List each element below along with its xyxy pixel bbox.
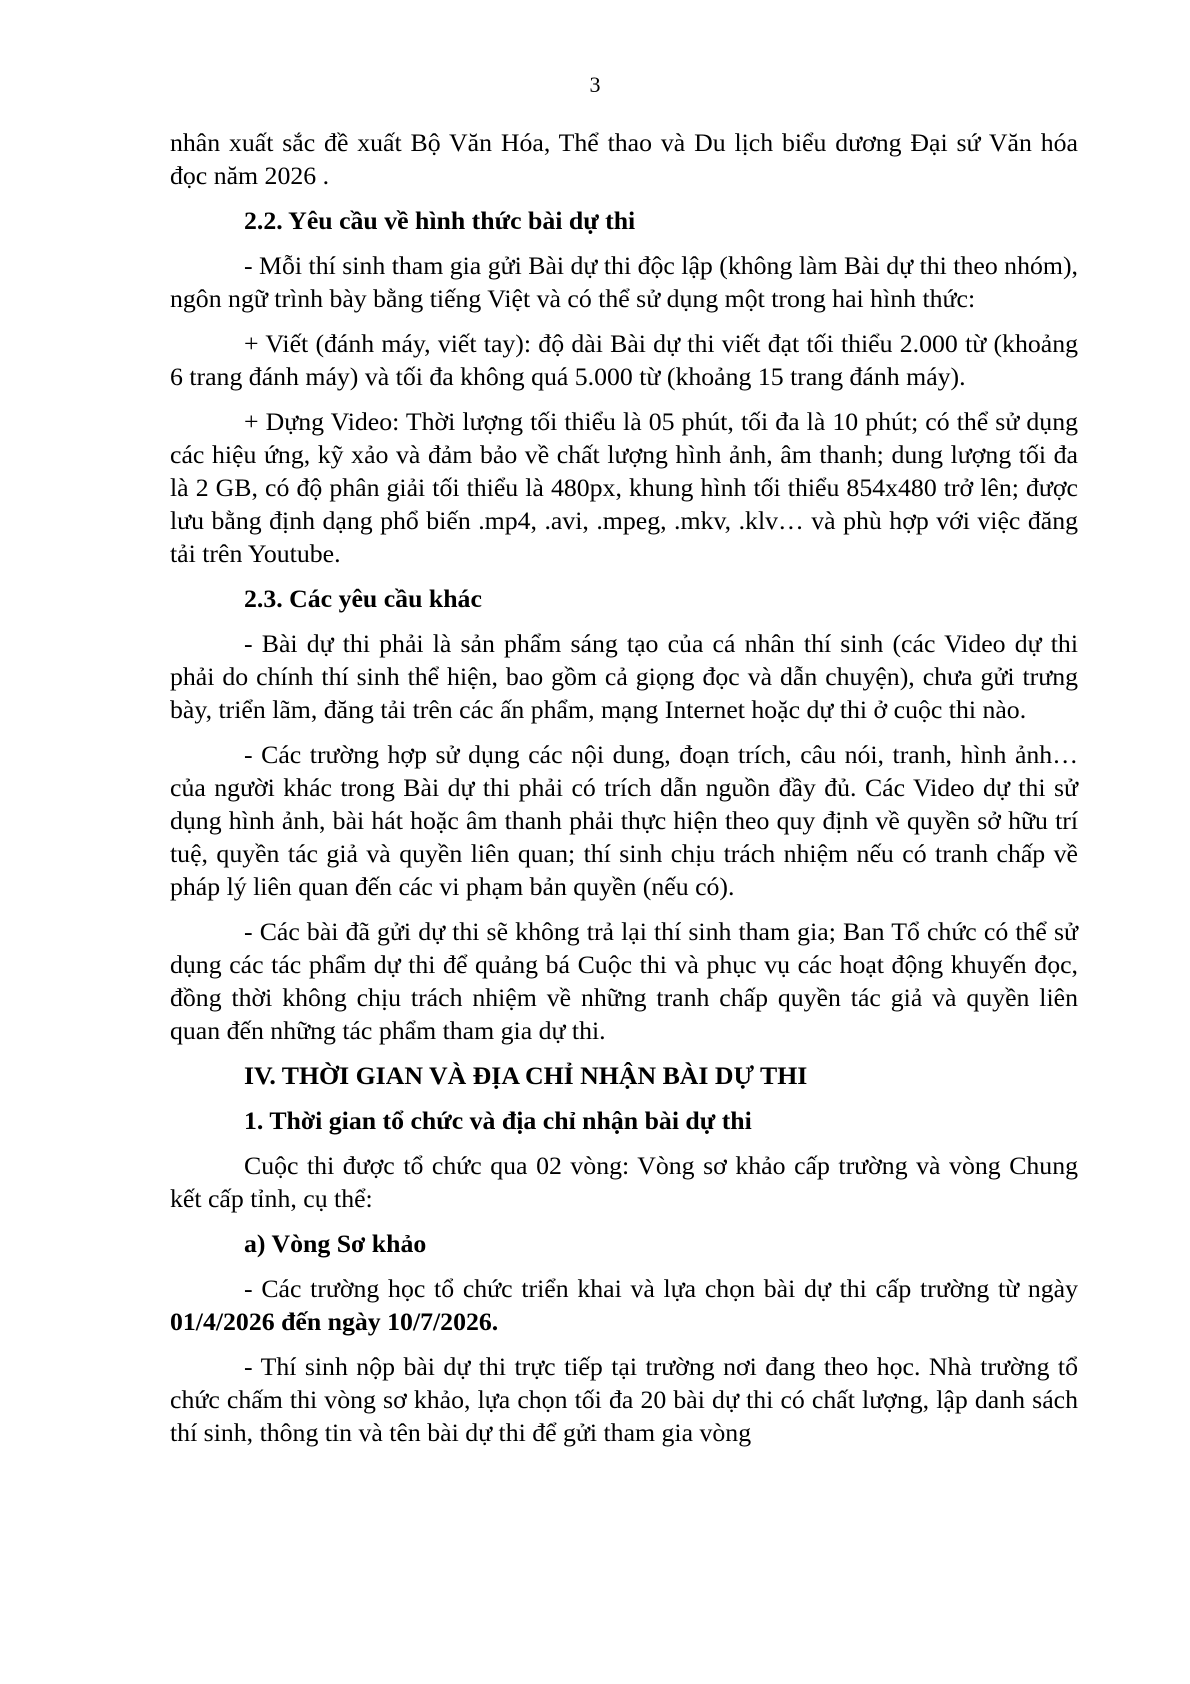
document-body xyxy=(170,126,1078,1461)
section-heading-a: a) Vòng Sơ khảo xyxy=(244,1229,427,1258)
section-heading-2-2: 2.2. Yêu cầu về hình thức bài dự thi xyxy=(244,206,636,235)
paragraph-citation: - Các trường hợp sử dụng các nội dung, đoạn trích, câu nói, tranh, hình ảnh…của người khác trong Bài dự thi phải có trích dẫn nguồn đầy đủ. Các Video dự thi sử dụng hình ảnh, bài hát hoặc âm thanh phải thực hiện theo quy định về quyền sở hữu trí tuệ, quyền tác giả và quyền liên quan; thí sinh chịu trách nhiệm nếu có tranh chấp về pháp lý liên quan đến các vi phạm bản quyền (nếu có). xyxy=(170,740,1078,901)
preliminary-date-range: 01/4/2026 đến ngày 10/7/2026. xyxy=(170,1307,499,1336)
section-heading-iv: IV. THỜI GIAN VÀ ĐỊA CHỈ NHẬN BÀI DỰ THI xyxy=(244,1061,808,1090)
paragraph-written-format: + Viết (đánh máy, viết tay): độ dài Bài dự thi viết đạt tối thiểu 2.000 từ (khoảng 6 trang đánh máy) và tối đa không quá 5.000 từ (khoảng 15 trang đánh máy). xyxy=(170,329,1078,391)
section-heading-2-3: 2.3. Các yêu cầu khác xyxy=(244,584,482,613)
paragraph-rounds: Cuộc thi được tổ chức qua 02 vòng: Vòng sơ khảo cấp trường và vòng Chung kết cấp tỉnh, cụ thể: xyxy=(170,1151,1078,1213)
paragraph-continuation: nhân xuất sắc đề xuất Bộ Văn Hóa, Thể thao và Du lịch biểu dương Đại sứ Văn hóa đọc năm 2026 . xyxy=(170,128,1078,190)
paragraph-preliminary-dates xyxy=(170,1272,1078,1338)
page-number: 3 xyxy=(589,72,601,97)
paragraph-preliminary-text: - Các trường học tổ chức triển khai và lựa chọn bài dự thi cấp trường từ ngày xyxy=(244,1274,1078,1303)
paragraph-no-return: - Các bài đã gửi dự thi sẽ không trả lại thí sinh tham gia; Ban Tổ chức có thể sử dụng các tác phẩm dự thi để quảng bá Cuộc thi và phục vụ các hoạt động khuyến đọc, đồng thời không chịu trách nhiệm về những tranh chấp quyền tác giả và quyền liên quan đến những tác phẩm tham gia dự thi. xyxy=(170,917,1078,1045)
paragraph-submission-at-school: - Thí sinh nộp bài dự thi trực tiếp tại trường nơi đang theo học. Nhà trường tổ chức chấm thi vòng sơ khảo, lựa chọn tối đa 20 bài dự thi có chất lượng, lập danh sách thí sinh, thông tin và tên bài dự thi để gửi tham gia vòng xyxy=(170,1352,1078,1447)
paragraph-video-format: + Dựng Video: Thời lượng tối thiểu là 05 phút, tối đa là 10 phút; có thể sử dụng các hiệu ứng, kỹ xảo và đảm bảo về chất lượng hình ảnh, âm thanh; dung lượng tối đa là 2 GB, có độ phân giải tối thiểu là 480px, khung hình tối thiểu 854x480 trở lên; được lưu bằng định dạng phổ biến .mp4, .avi, .mpeg, .mkv, .klv… và phù hợp với việc đăng tải trên Youtube. xyxy=(170,407,1078,568)
paragraph-submission-rule: - Mỗi thí sinh tham gia gửi Bài dự thi độc lập (không làm Bài dự thi theo nhóm), ngôn ngữ trình bày bằng tiếng Việt và có thể sử dụng một trong hai hình thức: xyxy=(170,251,1078,313)
section-heading-1: 1. Thời gian tổ chức và địa chỉ nhận bài dự thi xyxy=(244,1106,752,1135)
paragraph-originality: - Bài dự thi phải là sản phẩm sáng tạo của cá nhân thí sinh (các Video dự thi phải do chính thí sinh thể hiện, bao gồm cả giọng đọc và dẫn chuyện), chưa gửi trưng bày, triển lãm, đăng tải trên các ấn phẩm, mạng Internet hoặc dự thi ở cuộc thi nào. xyxy=(170,629,1078,724)
